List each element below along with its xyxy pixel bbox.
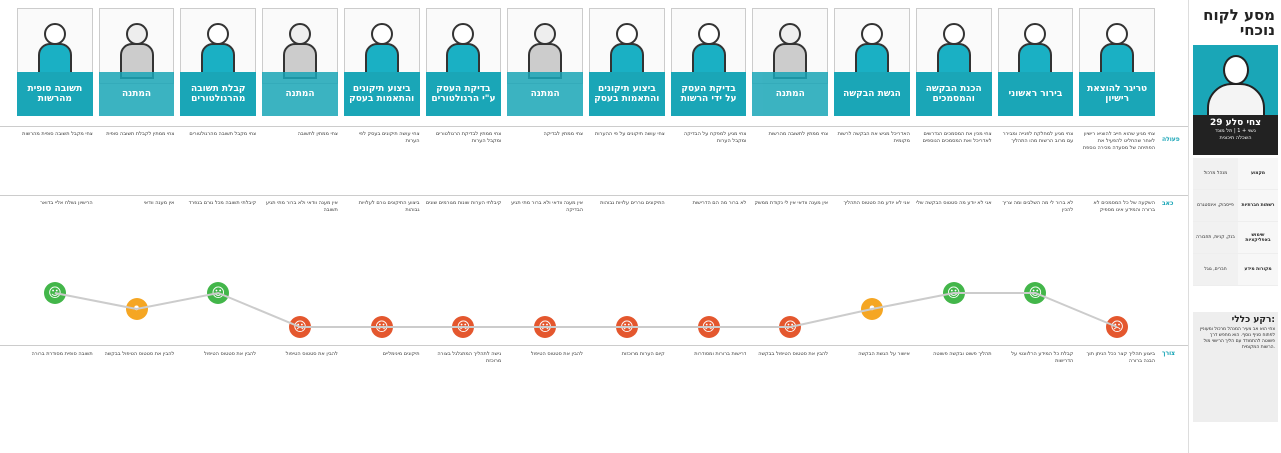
- journey-stage: [998, 8, 1074, 116]
- action-cell: צחי ממתין לבדיקה: [543, 131, 583, 137]
- divider: [0, 345, 1188, 346]
- stage-label: קבלת תשובה מהרגולטורים: [180, 72, 256, 116]
- need-cell: אישור על הגשת הבקשה: [858, 351, 910, 357]
- stage-label: תשובה סופית מהרשות: [17, 72, 93, 116]
- need-cell: ביצוע תהליך קצר ככל הניתן תוך הבנה ברורה: [1086, 351, 1155, 364]
- journey-stage: [99, 8, 175, 116]
- persona-traits: [1193, 158, 1278, 286]
- journey-stage: [507, 8, 583, 116]
- action-cell: צחי ממתין לתשובה: [297, 131, 338, 137]
- journey-stage: [752, 8, 828, 116]
- stage-label: המתנה: [262, 72, 338, 116]
- need-cell: גישה לתהליך המתגלגל בצורה מרוכזת: [437, 351, 502, 364]
- pain-cell: לא ברור מה הם הדרישות: [692, 200, 747, 206]
- journey-stage: [17, 8, 93, 116]
- sad-face-icon: ☹: [534, 316, 556, 338]
- action-cell: צחי ממתין לתשובה מהרשות: [768, 131, 829, 137]
- stage-label: טריגר להוצאת רישיון: [1079, 72, 1155, 116]
- need-cell: להבין את סטטוס הטיפול: [530, 351, 583, 357]
- pain-cell: הרישיון נשלח אליי בדואר: [40, 200, 93, 206]
- pain-cell: ביצוע התיקונים גורם לעלויות גבוהות: [358, 200, 420, 213]
- stage-label: בירור ראשוני: [998, 72, 1074, 116]
- persona-summary: [1193, 312, 1278, 422]
- persona-header: [1193, 115, 1278, 155]
- need-cell: קבלת כל המידע הרלוונטי על הדרישות: [1011, 351, 1074, 364]
- row-header-needs: צורך: [1162, 350, 1176, 357]
- happy-face-icon: ☺: [1024, 282, 1046, 304]
- pain-cell: אין מענה וודאי: [143, 200, 175, 206]
- pain-cell: השקעה של כל המסמכים לא ברורה והמידע אינו מספיק: [1093, 200, 1155, 213]
- pain-cell: קיבלתי הערות שונות מגורמים שונים: [425, 200, 502, 206]
- action-cell: צחי מגיע למחלקת לפנייה ומבירר עם מרוב הרשות מהו התהליך: [1002, 131, 1074, 144]
- journey-stage: [426, 8, 502, 116]
- page-title: מסע לקוח נוכחי: [1203, 6, 1275, 39]
- stage-label: בדיקת העסק על ידי הרשות: [671, 72, 747, 116]
- need-cell: להבין את סטטוס הטיפול: [203, 351, 257, 357]
- pain-cell: אין מענה וודאי אין לי נקודת ממשק: [754, 200, 829, 206]
- neutral-face-icon: •: [126, 298, 148, 320]
- journey-stage: [344, 8, 420, 116]
- stage-label: המתנה: [752, 72, 828, 116]
- sad-face-icon: ☹: [779, 316, 801, 338]
- journey-stage: [671, 8, 747, 116]
- happy-face-icon: ☺: [207, 282, 229, 304]
- pain-cell: קיבלתי תשובה מכל גורם בנפרד: [188, 200, 257, 206]
- persona-sidebar: [1188, 0, 1281, 453]
- journey-stage: [262, 8, 338, 116]
- trait-row: חברים, גוגל מקורות מידע: [1193, 254, 1278, 286]
- neutral-face-icon: •: [861, 298, 883, 320]
- happy-face-icon: ☺: [943, 282, 965, 304]
- sad-face-icon: ☹: [452, 316, 474, 338]
- row-header-actions: פעולה: [1162, 136, 1180, 143]
- need-cell: תיקונים מינימליים: [382, 351, 420, 357]
- journey-stage: [589, 8, 665, 116]
- stage-label: המתנה: [507, 72, 583, 116]
- divider: [0, 126, 1188, 127]
- stage-label: ביצוע תיקונים והתאמות בעסק: [344, 72, 420, 116]
- trait-row: פייסבוק, אינסטגרם רשתות חברתיות: [1193, 190, 1278, 222]
- action-cell: צחי ממתין לבדיקת הרגולטורים ומקבל הערות: [435, 131, 502, 144]
- stage-label: הכנת הבקשה והמסמכים: [916, 72, 992, 116]
- pain-cell: אין מענה וודאי ולא ברור מתי תגיע הבדיקה: [511, 200, 583, 213]
- avatar: [1193, 45, 1278, 115]
- action-cell: צחי מקבל תשובה מהרגולטורים: [189, 131, 257, 137]
- happy-face-icon: ☺: [44, 282, 66, 304]
- divider: [0, 195, 1188, 196]
- need-cell: להבין את סטטוס הטיפול בבקשה: [104, 351, 175, 357]
- summary-text: צחי הוא אב צעיר המנהל מרכול ומעוניין לפתוח סניף נוסף. הוא מחפש דרך פשוטה להתמודד עם הליך הרישוי מול הרשות המקומית.: [1199, 327, 1275, 350]
- trait-row: מנהל מרכול מקצוע: [1193, 158, 1278, 190]
- action-cell: האדריכל מגיש את הבקשה לרשות מקומית: [837, 131, 910, 144]
- need-cell: קיום הערות מרוכזות: [621, 351, 665, 357]
- action-cell: צחי מגיע למפקח על הבדיקה ומקבל הערות: [684, 131, 747, 144]
- need-cell: להבין את סטטוס הטיפול: [285, 351, 338, 357]
- action-cell: צחי מגיע שהוא חייב להוציא רישיון לאחר שהחליט להפעיל את הפתיחה של מסעדה מכירה נוספת: [1082, 131, 1155, 151]
- trait-row: בנק, קניות, תחבורה שימוש באפליקציות: [1193, 222, 1278, 254]
- pain-cell: אין מענה וודאי ולא ברור מתי תגיע תשובה: [265, 200, 338, 213]
- persona-sub-1: נשוי + 1 | תל מונד: [1215, 128, 1256, 134]
- summary-title: רקע כללי:: [1231, 315, 1275, 325]
- pain-cell: אני לא יודע מה סטטוס התהליך: [843, 200, 910, 206]
- journey-stage: [916, 8, 992, 116]
- action-cell: צחי עושה תיקונים בעסק לפי הערות: [358, 131, 420, 144]
- journey-stage: [1079, 8, 1155, 116]
- action-cell: צחי מקבל תשובה סופית מהרשות: [22, 131, 93, 137]
- stage-label: בדיקת העסק ע"י הרגולטורים: [426, 72, 502, 116]
- sad-face-icon: ☹: [616, 316, 638, 338]
- stage-label: הגשת הבקשה: [834, 72, 910, 116]
- action-cell: צחי ממתין לקבלת תשובה סופית: [106, 131, 175, 137]
- need-cell: תשובה סופית מסודרת ברורה: [31, 351, 93, 357]
- need-cell: להבין את סטטוס הטיפול בבקשה: [758, 351, 829, 357]
- action-cell: צחי עושה תיקונים על פי ההערות: [595, 131, 665, 137]
- emotion-curve: [0, 270, 1160, 340]
- stage-label: ביצוע תיקונים והתאמות בעסק: [589, 72, 665, 116]
- stage-label: המתנה: [99, 72, 175, 116]
- need-cell: תהליך פשוט ובקשה פשוטה: [933, 351, 992, 357]
- pain-cell: התיקונים גוררים עלויות גבוהות: [600, 200, 665, 206]
- need-cell: דרישות ברורות ומסודרות: [694, 351, 747, 357]
- row-header-pain: כאב: [1162, 200, 1174, 207]
- action-cell: צחי מכין את המסמכים הנדרשים לאדריכל ואת המסמכים הנוספים: [922, 131, 992, 144]
- journey-stage: [180, 8, 256, 116]
- journey-stage: [834, 8, 910, 116]
- pain-cell: לא ברור לי מה השלבים ומה צריך להכין: [1002, 200, 1074, 213]
- persona-name: צחי סלע 29: [1209, 118, 1262, 128]
- sad-face-icon: ☹: [1106, 316, 1128, 338]
- sad-face-icon: ☹: [371, 316, 393, 338]
- sad-face-icon: ☹: [698, 316, 720, 338]
- pain-cell: אני לא יודע מה סטטוס הבקשה שלי: [916, 200, 992, 206]
- persona-sub-2: השכלה תיכונית: [1219, 135, 1252, 141]
- sad-face-icon: ☹: [289, 316, 311, 338]
